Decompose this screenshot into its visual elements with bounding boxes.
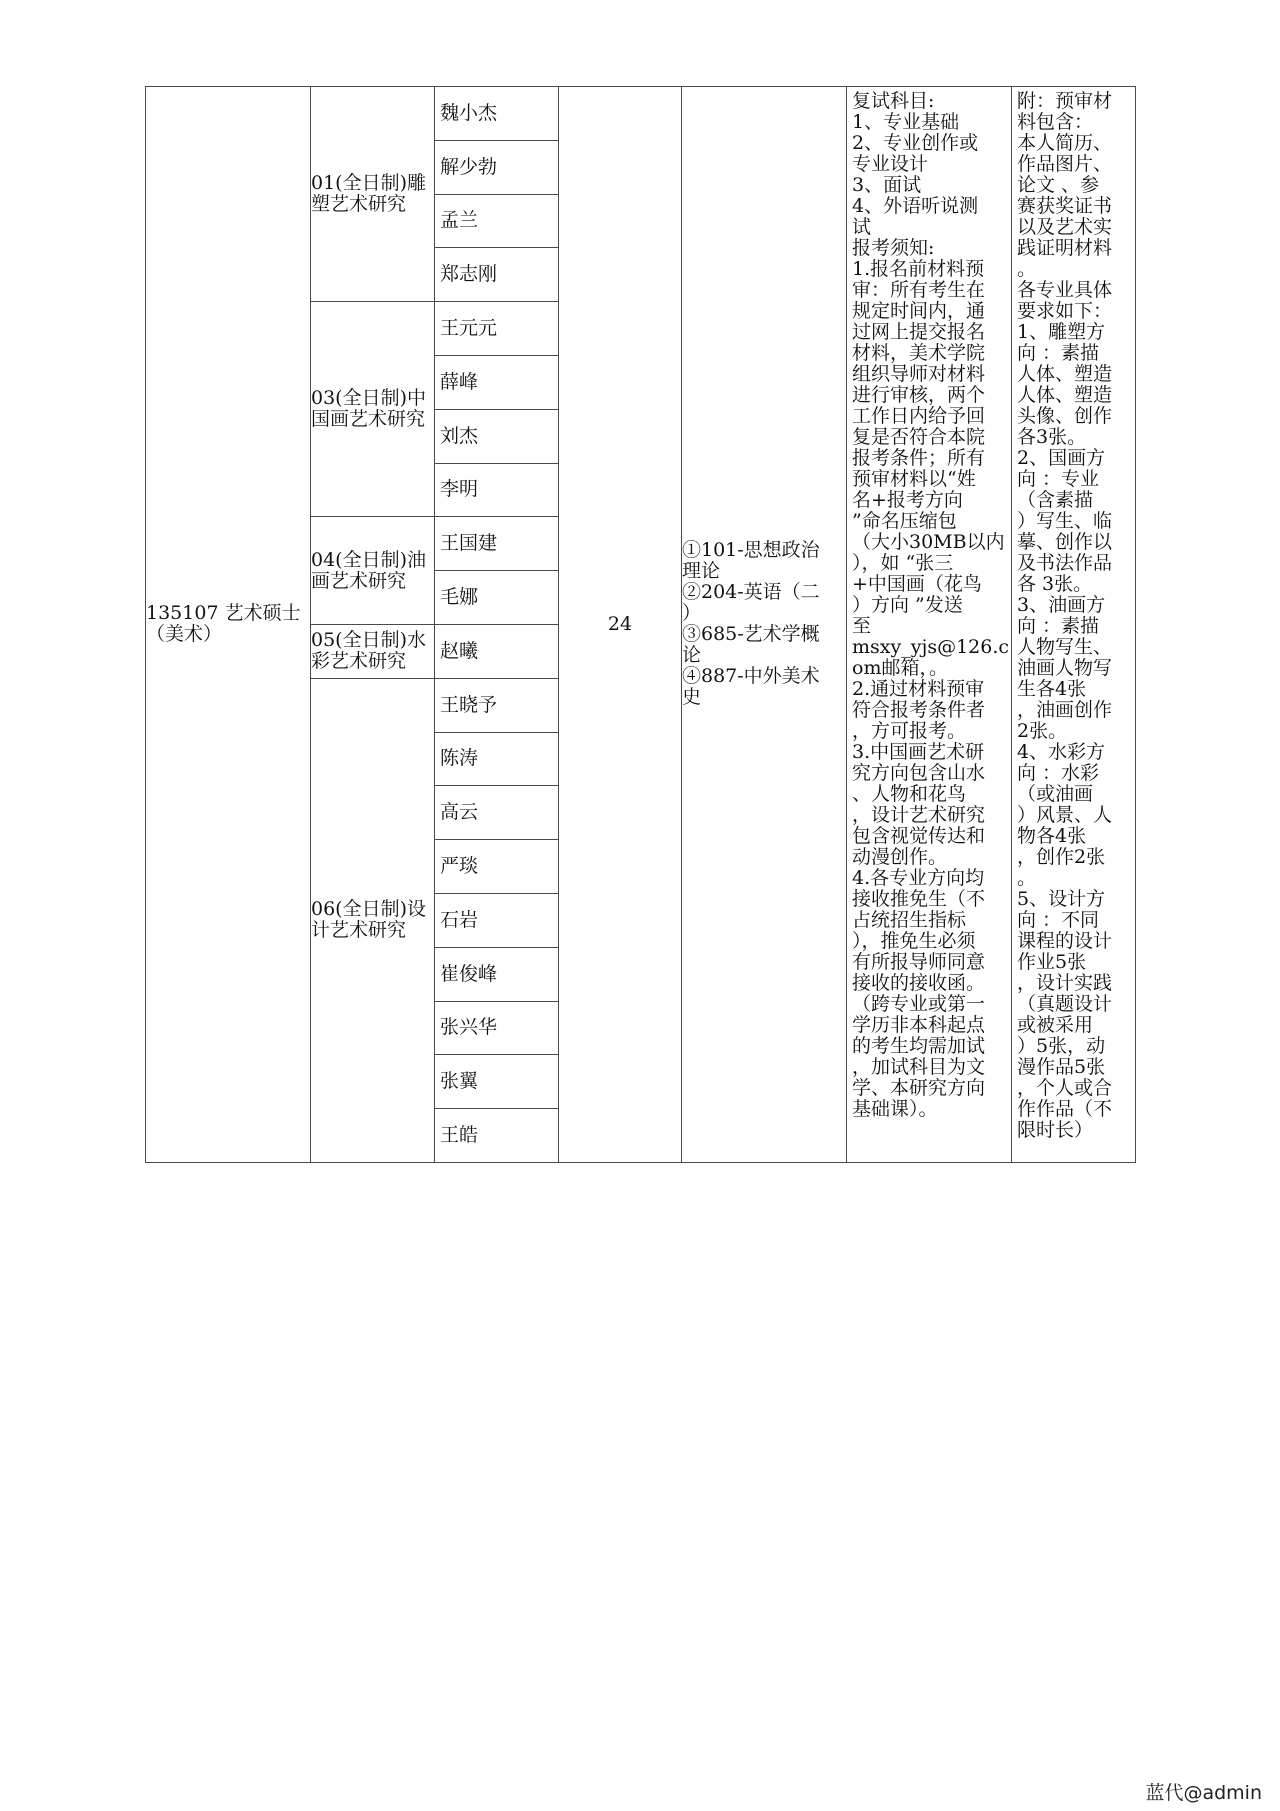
notes-line: 4.各专业方向均 (852, 867, 985, 889)
notes-line: 学历非本科起点 (852, 1014, 986, 1036)
materials-line: 限时长） (1017, 1119, 1094, 1141)
exam-subject-line: ②204-英语（二 (682, 581, 820, 604)
supervisor-cell: 王晓予 (435, 678, 559, 732)
notes-line: 符合报考条件者 (852, 699, 986, 721)
notes-line: ”命名压缩包 (852, 510, 957, 532)
notes-line: 工作日内给予回 (852, 405, 986, 427)
materials-line: ）风景、人 (1017, 804, 1113, 826)
notes-line: 1、专业基础 (852, 111, 960, 133)
direction-cell: 05(全日制)水彩艺术研究 (311, 624, 435, 678)
exam-subject-line: 史 (682, 686, 702, 709)
exam-subject-line: ③685-艺术学概 (682, 623, 820, 646)
materials-line: 人体、塑造 (1017, 384, 1113, 406)
materials-line: 。 (1017, 258, 1037, 280)
materials-line: 以及艺术实 (1017, 216, 1113, 238)
supervisor-cell: 魏小杰 (435, 87, 559, 141)
materials-line: 漫作品5张 (1017, 1056, 1106, 1078)
materials-line: 本人简历、 (1017, 132, 1113, 154)
notes-line: 、人物和花鸟 (852, 783, 967, 805)
notes-line: 审：所有考生在 (852, 279, 986, 301)
notes-line: 试 (852, 216, 872, 238)
notes-line: 至 (852, 615, 872, 637)
notes-line: 2、专业创作或 (852, 132, 979, 154)
supervisor-cell: 石岩 (435, 893, 559, 947)
materials-line: 各 3张。 (1017, 573, 1093, 595)
notes-line: ）方向 ”发送 (852, 594, 963, 616)
exam-subject-line: ①101-思想政治 (682, 539, 820, 562)
materials-line: 3、油画方 (1017, 594, 1106, 616)
supervisor-cell: 薛峰 (435, 355, 559, 409)
notes-line: 报考条件；所有 (852, 447, 986, 469)
materials-line: 各3张。 (1017, 426, 1087, 448)
supervisor-cell: 张翼 (435, 1055, 559, 1109)
supervisor-cell: 郑志刚 (435, 248, 559, 302)
materials-line: 附：预审材 (1017, 90, 1113, 112)
enrollment-count: 24 (559, 87, 682, 1163)
notes-cell (847, 87, 1012, 1163)
supervisor-cell: 高云 (435, 786, 559, 840)
materials-line: 向 ：不同 (1017, 909, 1100, 931)
supervisor-cell: 刘杰 (435, 409, 559, 463)
materials-line: ，设计实践 (1017, 972, 1113, 994)
materials-line: 向 ：素描 (1017, 342, 1100, 364)
notes-line: 4、外语听说测 (852, 195, 979, 217)
notes-line: 占统招生指标 (852, 909, 967, 931)
supervisor-cell: 张兴华 (435, 1001, 559, 1055)
materials-cell (1012, 87, 1136, 1163)
notes-line: 进行审核，两个 (852, 384, 986, 406)
notes-line: 复是否符合本院 (852, 426, 986, 448)
exam-subject-line: ） (682, 602, 702, 625)
materials-line: 向 ：素描 (1017, 615, 1100, 637)
materials-line: ，油画创作 (1017, 699, 1113, 721)
materials-line: 向 ：专业 (1017, 468, 1100, 490)
supervisor-cell: 解少勃 (435, 140, 559, 194)
notes-line: 3.中国画艺术研 (852, 741, 985, 763)
materials-line: 向 ：水彩 (1017, 762, 1100, 784)
materials-line: 头像、创作 (1017, 405, 1113, 427)
notes-line: 1.报名前材料预 (852, 258, 985, 280)
supervisor-cell: 赵曦 (435, 624, 559, 678)
materials-line: 。 (1017, 867, 1037, 889)
notes-line: 报考须知: (852, 237, 935, 259)
notes-line: （跨专业或第一 (852, 993, 986, 1015)
table-row (146, 87, 1136, 141)
materials-line: 人体、塑造 (1017, 363, 1113, 385)
notes-line: 有所报导师同意 (852, 951, 986, 973)
materials-line: ）5张，动 (1017, 1035, 1106, 1057)
notes-line: ），推免生必须 (852, 930, 976, 952)
notes-line: 的考生均需加试 (852, 1035, 986, 1057)
notes-line: 组织导师对材料 (852, 363, 986, 385)
supervisor-cell: 李明 (435, 463, 559, 517)
materials-line: 5、设计方 (1017, 888, 1106, 910)
materials-line: 或被采用 (1017, 1014, 1094, 1036)
materials-line: 作品图片、 (1017, 153, 1113, 175)
notes-line: ，方可报考。 (852, 720, 967, 742)
notes-line: 专业设计 (852, 153, 929, 175)
materials-line: 及书法作品 (1017, 552, 1113, 574)
notes-line: 材料，美术学院 (852, 342, 986, 364)
materials-line: 4、水彩方 (1017, 741, 1106, 763)
materials-line: 践证明材料 (1017, 237, 1113, 259)
notes-line: +中国画（花鸟 (852, 573, 982, 595)
materials-line: 论文 、参 (1017, 174, 1100, 196)
notes-line: 3、面试 (852, 174, 922, 196)
direction-cell: 01(全日制)雕塑艺术研究 (311, 87, 435, 302)
notes-line: 2.通过材料预审 (852, 678, 985, 700)
materials-line: 课程的设计 (1017, 930, 1113, 952)
notes-line: 接收推免生（不 (852, 888, 986, 910)
notes-line: 规定时间内，通 (852, 300, 986, 322)
materials-line: ）写生、临 (1017, 510, 1113, 532)
notes-line: 名+报考方向 (852, 489, 963, 511)
degree-cell: 135107 艺术硕士（美术） (146, 87, 311, 1163)
materials-line: 作业5张 (1017, 951, 1087, 973)
notes-line: 包含视觉传达和 (852, 825, 986, 847)
supervisor-cell: 王元元 (435, 302, 559, 356)
supervisor-cell: 王皓 (435, 1109, 559, 1163)
admissions-table (145, 86, 1136, 1163)
materials-line: 2、国画方 (1017, 447, 1106, 469)
notes-line: 动漫创作。 (852, 846, 948, 868)
notes-line: （大小30MB以内 (852, 531, 1005, 553)
supervisor-cell: 严琰 (435, 840, 559, 894)
notes-line: 过网上提交报名 (852, 321, 986, 343)
notes-line: 复试科目: (852, 90, 935, 112)
supervisor-cell: 王国建 (435, 517, 559, 571)
materials-line: 作作品（不 (1017, 1098, 1113, 1120)
materials-line: 料包含： (1017, 111, 1094, 133)
exam-subjects-cell (682, 87, 847, 1163)
materials-line: 物各4张 (1017, 825, 1087, 847)
materials-line: 各专业具体 (1017, 279, 1113, 301)
materials-line: （含素描 (1017, 489, 1094, 511)
exam-subject-line: ④887-中外美术 (682, 665, 820, 688)
materials-line: （或油画 (1017, 783, 1094, 805)
notes-line: om邮箱，。 (852, 657, 948, 679)
materials-line: ，个人或合 (1017, 1077, 1113, 1099)
materials-line: 2张。 (1017, 720, 1068, 742)
supervisor-cell: 毛娜 (435, 571, 559, 625)
materials-line: （真题设计 (1017, 993, 1113, 1015)
materials-line: 生各4张 (1017, 678, 1087, 700)
materials-line: 要求如下： (1017, 300, 1113, 322)
materials-line: 赛获奖证书 (1017, 195, 1113, 217)
footer-watermark: 蓝代@admin (1145, 1782, 1262, 1804)
materials-line: 1、雕塑方 (1017, 321, 1106, 343)
exam-subject-line: 论 (682, 644, 702, 667)
notes-line: 接收的接收函。 (852, 972, 986, 994)
notes-line: ），如 “张三 (852, 552, 954, 574)
notes-line: ，加试科目为文 (852, 1056, 986, 1078)
notes-line: msxy_yjs@126.c (852, 636, 1010, 658)
materials-line: 油画人物写 (1017, 657, 1113, 679)
materials-line: 人物写生、 (1017, 636, 1113, 658)
notes-line: 究方向包含山水 (852, 762, 986, 784)
notes-line: 基础课）。 (852, 1098, 938, 1120)
supervisor-cell: 孟兰 (435, 194, 559, 248)
exam-subject-line: 理论 (682, 560, 721, 583)
materials-line: 摹、创作以 (1017, 531, 1113, 553)
materials-line: ，创作2张 (1017, 846, 1106, 868)
direction-cell: 04(全日制)油画艺术研究 (311, 517, 435, 625)
supervisor-cell: 崔俊峰 (435, 947, 559, 1001)
notes-line: 学、本研究方向 (852, 1077, 986, 1099)
direction-cell: 03(全日制)中国画艺术研究 (311, 302, 435, 517)
supervisor-cell: 陈涛 (435, 732, 559, 786)
direction-cell: 06(全日制)设计艺术研究 (311, 678, 435, 1162)
notes-line: ，设计艺术研究 (852, 804, 986, 826)
notes-line: 预审材料以“姓 (852, 468, 976, 490)
